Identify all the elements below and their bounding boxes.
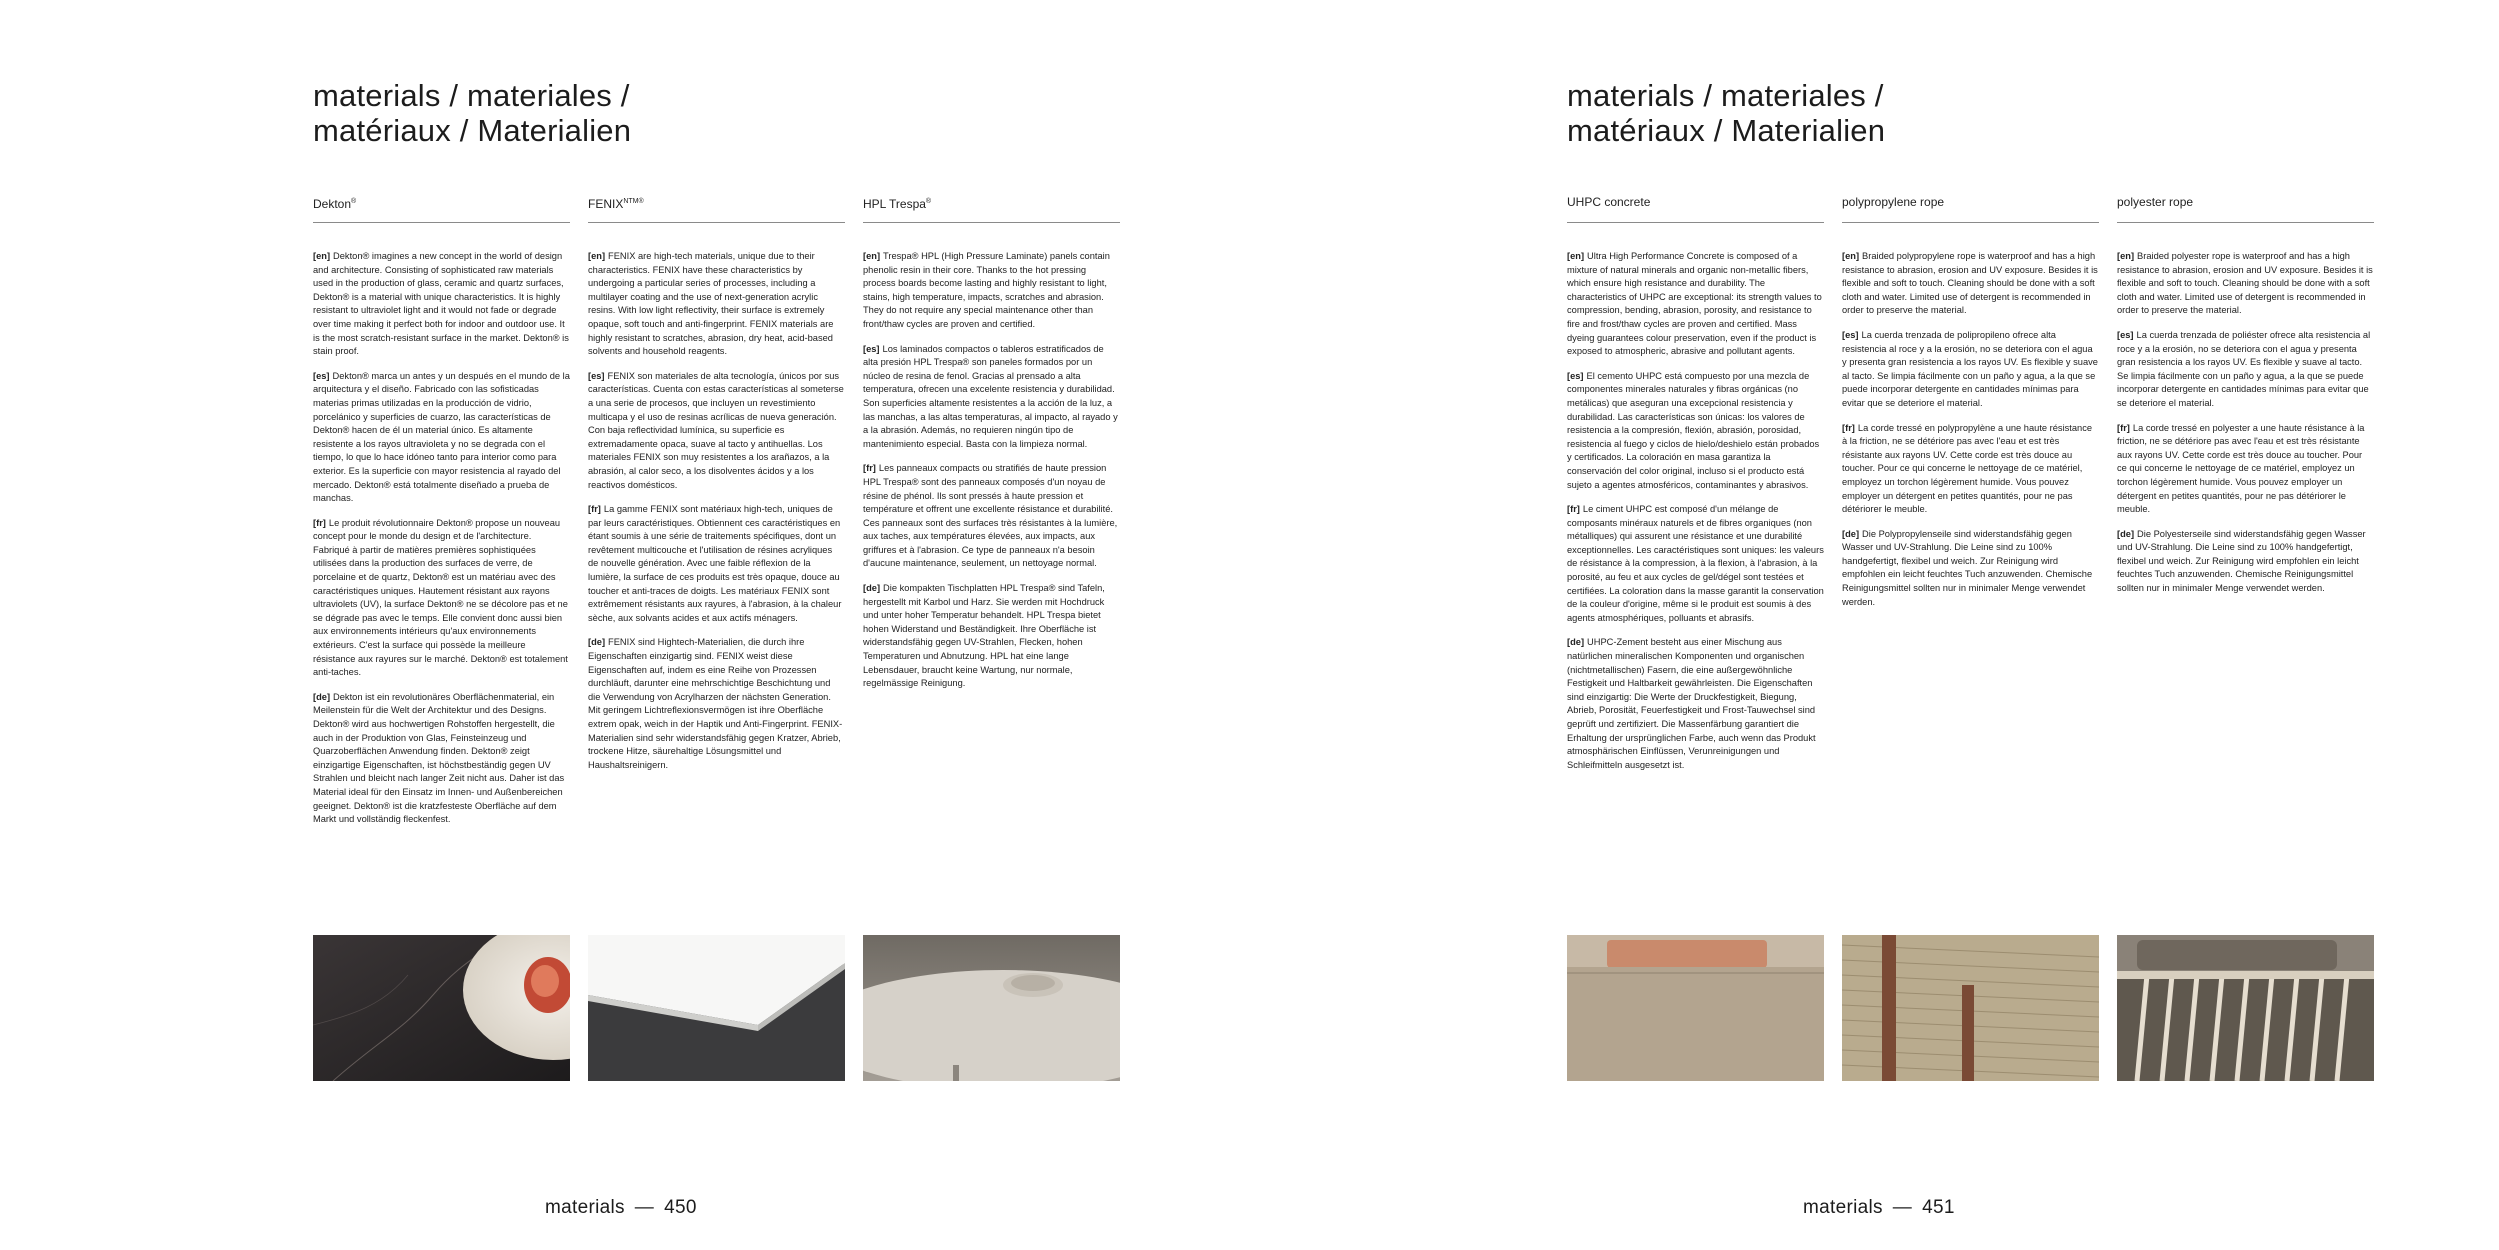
lang-tag: [de] <box>588 637 606 648</box>
lang-tag: [es] <box>1842 329 1859 340</box>
footer-label: materials <box>545 1197 625 1218</box>
paragraph-es <box>313 370 570 506</box>
paragraph-en <box>863 250 1120 332</box>
lang-tag: [de] <box>313 691 331 702</box>
paragraph-en <box>1842 250 2099 318</box>
fenix-photo <box>588 935 845 1081</box>
paragraph-es <box>863 343 1120 452</box>
page-number: 450 <box>664 1197 697 1218</box>
title-line-1: materials / materiales / <box>313 78 630 113</box>
column-polypropylene-rope <box>1842 195 2099 620</box>
lang-tag: [en] <box>1567 251 1585 261</box>
heading-mark: ® <box>351 198 357 205</box>
heading-mark: ® <box>925 198 932 205</box>
paragraph-en <box>1567 250 1824 359</box>
paragraph-de <box>313 691 570 827</box>
heading-text: FENIX <box>588 197 624 211</box>
title-line-1: materials / materiales / <box>1567 78 1884 113</box>
paragraph-text: Dekton® marca un antes y un después en el mundo de la arquitectura y el diseño. Fabricado con las sofisticadas materias primas utilizadas en la producción de vidrio, porcelánico y superficies de cuarzo, las características de Dekton® hacen de él un material único. Es altamente resistente a los rayos ultravioleta y no se degrada con el tiempo, lo que lo hace idóneo tanto para interior como para exterior. Es la superficie con mayor resistencia al rayado del mercado. Dekton® está totalmente diseñado a prueba de manchas. <box>313 370 570 504</box>
heading-mark: NTM® <box>623 198 644 205</box>
paragraph-text: Les panneaux compacts ou stratifiés de haute pression HPL Trespa® sont des panneaux composés d'un noyau de résine de phénol. Ils sont pressés à haute pression et température et offrent une excellente résistance et durabilité. Ces panneaux sont des surfaces très résistantes à la lumière, aux taches, aux températures élevées, aux impacts, aux griffures et à l'abrasion. Ce type de panneaux n'a besoin d'aucune maintenance, seulement, un nettoyage normal. <box>863 463 1118 569</box>
hpl-trespa-photo <box>863 935 1120 1081</box>
lang-tag: [en] <box>2117 251 2135 261</box>
paragraph-text: La cuerda trenzada de polipropileno ofrece alta resistencia al roce y a la erosión, no se deteriora con el agua y presenta gran resistencia a los rayos UV. Es flexible y suave al tacto. Se limpia fácilmente con un paño y agua, a la que se puede incorporar detergente en cantidades mínimas para evitar que se deteriore el material. <box>1842 329 2098 408</box>
paragraph-de <box>1842 528 2099 610</box>
paragraph-text: FENIX are high-tech materials, unique due to their characteristics. FENIX have these characteristics by undergoing a particular series of processes, including a multilayer coating and the use of next-generation acrylic resins. With low light reflectivity, their surface is extremely opaque, soft touch and anti-fingerprint. FENIX materials are highly resistant to scratches, abrasion, dry heat, acid-based solvents and household reagents. <box>588 251 834 357</box>
title-line-2: matériaux / Materialien <box>1567 113 1886 148</box>
heading-text: UHPC concrete <box>1567 195 1651 209</box>
paragraph-text: Le produit révolutionnaire Dekton® propose un nouveau concept pour le monde du design et de l'architecture. Fabriqué à partir de matières premières sophistiquées utilisées dans la production des surfaces de verre, de porcelaine et de quartz, Dekton® est un matériau avec des caractéristiques uniques. Hautement résistant aux rayons ultraviolets (UV), la surface Dekton® ne se décolore pas et ne se dégrade pas avec le temps. Elle convient donc aussi bien aux environnements intérieurs qu'aux environnements extérieurs. C'est la surface qui possède la meilleure résistance aux rayures sur le marché. Dekton® est totalement anti-taches. <box>313 517 568 678</box>
column-heading <box>2117 195 2374 223</box>
paragraph-text: La cuerda trenzada de poliéster ofrece alta resistencia al roce y a la erosión, no se deteriora con el agua y presenta gran resistencia a los rayos UV. Es flexible y suave al tacto. Se limpia fácilmente con un paño y agua, a la que se puede incorporar detergente en cantidades mínimas para evitar que se deteriore el material. <box>2117 329 2371 408</box>
paragraph-es <box>1842 329 2099 411</box>
lang-tag: [de] <box>2117 528 2135 539</box>
heading-text: polypropylene rope <box>1842 195 1945 209</box>
footer-dash: — <box>1892 1197 1913 1218</box>
paragraph-text: Los laminados compactos o tableros estratificados de alta presión HPL Trespa® son paneles formados por un núcleo de resina de fenol. Gracias al prensado a alta temperatura, ofrecen una excelente resistencia y durabilidad. Son superficies altamente resistentes a la acción de la luz, a las manchas, a las altas temperaturas, al impacto, al rayado y a la abrasión. Además, no requieren ningún tipo de mantenimiento especial. Basta con la limpieza normal. <box>863 343 1118 449</box>
column-uhpc-concrete <box>1567 195 1824 783</box>
paragraph-text: Die kompakten Tischplatten HPL Trespa® sind Tafeln, hergestellt mit Karbol und Harz. Sie werden mit Hochdruck und unter hoher Temperatur behandelt. HPL Trespa bietet hohen Widerstand und Beständigkeit. Ihre Oberfläche ist widerstandsfähig gegen UV-Strahlen, Flecken, hohen Temperaturen und Abnutzung. HPL hat eine lange Lebensdauer, braucht keine Wartung, nur normale, regelmässige Reinigung. <box>863 583 1105 689</box>
page-title <box>1567 78 1885 148</box>
paragraph-text: Die Polypropylenseile sind widerstandsfähig gegen Wasser und UV-Strahlung. Die Leine sind zu 100% handgefertigt, flexibel und weich. Zur Reinigung wird empfohlen ein leicht feuchtes Tuch anzuwenden. Chemische Reinigungsmittel sollten nur in minimaler Menge verwendet werden. <box>1842 528 2093 607</box>
paragraph-text: Braided polypropylene rope is waterproof and has a high resistance to abrasion, erosion and UV exposure. Besides it is flexible and soft to touch. Cleaning should be done with a soft cloth and water. Limited use of detergent is recommended in order to preserve the material. <box>1842 251 2098 316</box>
lang-tag: [de] <box>1567 637 1585 648</box>
lang-tag: [fr] <box>2117 422 2130 433</box>
paragraph-text: Die Polyesterseile sind widerstandsfähig gegen Wasser und UV-Strahlung. Die Leine sind zu 100% handgefertigt, flexibel und weich. Zur Reinigung wird empfohlen ein leicht feuchtes Tuch anzuwenden. Chemische Reinigungsmittel sollten nur in minimaler Menge verwendet werden. <box>2117 528 2366 594</box>
paragraph-en <box>313 250 570 359</box>
lang-tag: [en] <box>313 251 331 261</box>
paragraph-es <box>2117 329 2374 411</box>
column-body <box>313 250 570 827</box>
paragraph-fr <box>2117 422 2374 517</box>
paragraph-text: Trespa® HPL (High Pressure Laminate) panels contain phenolic resin in their core. Thanks to the hot pressing process boards become lasting and highly resistant to light, stains, high temperature, impacts, scratches and abrasion. They do not require any special maintenance other than front/thaw cycles are proven and certified. <box>863 251 1110 329</box>
column-heading <box>588 195 845 223</box>
column-dekton <box>313 195 570 838</box>
polypropylene-rope-photo <box>1842 935 2099 1081</box>
footer-label: materials <box>1803 1197 1883 1218</box>
lang-tag: [de] <box>1842 528 1860 539</box>
paragraph-text: FENIX son materiales de alta tecnología, únicos por sus características. Cuenta con estas características al someterse a una serie de procesos, que incluyen un revestimiento multicapa y el uso de resinas acrílicas de nueva generación. Con baja reflectividad lumínica, su superficie es extremadamente opaca, suave al tacto y antihuellas. Los materiales FENIX son muy resistentes a los arañazos, a la abrasión, al calor seco, a los disolventes ácidos y a los reactivos domésticos. <box>588 370 844 490</box>
page-451 <box>1250 0 2499 1250</box>
paragraph-en <box>588 250 845 359</box>
paragraph-de <box>863 582 1120 691</box>
heading-text: polyester rope <box>2117 195 2194 209</box>
paragraph-text: La corde tressé en polypropylène a une haute résistance à la friction, ne se détériore pas avec l'eau et est très résistante aux rayons UV. Cette corde est très douce au toucher. Pour ce qui concerne le nettoyage de ce matériel, employez un torchon légèrement humide. Vous pouvez employer un détergent en petites quantités, pour ne pas détériorer le meuble. <box>1842 422 2093 515</box>
paragraph-text: La corde tressé en polyester a une haute résistance à la friction, ne se détériore pas avec l'eau et est très résistante aux rayons UV. Cette corde est très douce au toucher. Pour ce qui concerne le nettoyage de ce matériel, employez un torchon légèrement humide. Vous pouvez employer un détergent en petites quantités, pour ne pas détériorer le meuble. <box>2117 422 2365 515</box>
paragraph-text: Dekton ist ein revolutionäres Oberflächenmaterial, ein Meilenstein für die Welt der Architektur und des Designs. Dekton® wird aus hochwertigen Rohstoffen hergestellt, die auch in der Produktion von Glas, Feinsteinzeug und Quarzoberflächen Anwendung finden. Dekton® zeigt einzigartige Eigenschaften, ist höchstbeständig gegen UV Strahlen und bleicht nach langer Zeit nicht aus. Daher ist das Material ideal für den Einsatz im Innen- und Außenbereichen geeignet. Dekton® ist die kratzfesteste Oberfläche auf dem Markt und vollständig fleckenfest. <box>313 691 565 825</box>
column-heading <box>1567 195 1824 223</box>
paragraph-text: Le ciment UHPC est composé d'un mélange de composants minéraux naturels et de fibres organiques (non métalliques) qui assurent une résistance et une durabilité exceptionnelles. Les caractéristiques sont uniques: les valeurs de résistance à la compression, à la flexion, à l'abrasion, à la porosité, au feu et aux cycles de gel/dégel sont testées et certifiées. La coloration dans la masse garantit la conservation de la couleur d'origine, même si le produit est soumis à des agents atmosphériques, polluants et abrasifs. <box>1567 504 1824 623</box>
lang-tag: [en] <box>588 251 606 261</box>
paragraph-text: Ultra High Performance Concrete is composed of a mixture of natural minerals and organic non-metallic fibers, which ensure high resistance and durability. The characteristics of UHPC are exceptional: its strength values to compression, bending, abrasion, porosity, and resistance to fire and frost/thaw cycles are proven and certified. Mass dyeing guarantees colour preservation, even if the product is exposed to atmospheric, abrasive and pollutant agents. <box>1567 251 1822 357</box>
lang-tag: [fr] <box>1567 504 1580 515</box>
column-heading <box>1842 195 2099 223</box>
column-polyester-rope <box>2117 195 2374 607</box>
page-title <box>313 78 631 148</box>
heading-text: HPL Trespa <box>863 197 926 211</box>
paragraph-fr <box>313 517 570 680</box>
paragraph-text: El cemento UHPC está compuesto por una mezcla de componentes minerales naturales y fibras orgánicas (no metálicas) que aseguran una excepcional resistencia y durabilidad. Las características son únicas: los valores de resistencia a la compresión, flexión, abrasión, porosidad, resistencia al fuego y ciclos de hielo/deshielo están probados y certificados. La coloración en masa garantiza la conservación del color original, incluso si el producto está sujeto a agentes atmosféricos, contaminantes y abrasivos. <box>1567 370 1820 490</box>
paragraph-fr <box>1567 503 1824 625</box>
page-number: 451 <box>1922 1197 1955 1218</box>
lang-tag: [en] <box>1842 251 1860 261</box>
column-body <box>588 250 845 772</box>
paragraph-de <box>2117 528 2374 596</box>
lang-tag: [es] <box>863 343 880 354</box>
paragraph-fr <box>1842 422 2099 517</box>
column-body <box>1842 250 2099 609</box>
lang-tag: [es] <box>2117 329 2134 340</box>
page-footer <box>545 1197 697 1219</box>
heading-text: Dekton <box>313 197 352 211</box>
paragraph-es <box>1567 370 1824 492</box>
footer-dash: — <box>634 1197 655 1218</box>
column-body <box>1567 250 1824 772</box>
paragraph-text: Dekton® imagines a new concept in the world of design and architecture. Consisting of sophisticated raw materials used in the production of glass, ceramic and quartz surfaces, Dekton® is a material with unique characteristics. It is highly resistant to ultraviolet light and it would not fade or degrade over time making it perfect both for indoor and outdoor use. It is the most scratch-resistant surface in the market. Dekton® is stain proof. <box>313 251 569 357</box>
lang-tag: [de] <box>863 583 881 594</box>
uhpc-concrete-photo <box>1567 935 1824 1081</box>
page-footer <box>1803 1197 1955 1219</box>
column-body <box>863 250 1120 691</box>
dekton-photo <box>313 935 570 1081</box>
column-heading <box>313 195 570 223</box>
lang-tag: [fr] <box>1842 422 1855 433</box>
title-line-2: matériaux / Materialien <box>313 113 632 148</box>
paragraph-de <box>588 636 845 772</box>
polyester-rope-photo <box>2117 935 2374 1081</box>
paragraph-fr <box>863 462 1120 571</box>
lang-tag: [fr] <box>313 517 326 528</box>
paragraph-fr <box>588 503 845 625</box>
paragraph-text: Braided polyester rope is waterproof and has a high resistance to abrasion, erosion and UV exposure. Besides it is flexible and soft to touch. Cleaning should be done with a soft cloth and water. Limited use of detergent is recommended in order to preserve the material. <box>2117 251 2373 316</box>
paragraph-en <box>2117 250 2374 318</box>
lang-tag: [es] <box>313 370 330 381</box>
lang-tag: [en] <box>863 251 881 261</box>
lang-tag: [es] <box>588 370 605 381</box>
paragraph-text: UHPC-Zement besteht aus einer Mischung aus natürlichen mineralischen Komponenten und organischen (nichtmetallischen) Fasern, die eine außergewöhnliche Festigkeit und Haltbarkeit gewährleisten. Die Eigenschaften sind einzigartig: Die Werte der Druckfestigkeit, Biegung, Abrieb, Porosität, Feuerfestigkeit und Frost-Tauwechsel sind geprüft und zertifiziert. Die Massenfärbung garantiert die Erhaltung der ursprünglichen Farbe, auch wenn das Produkt atmosphärischen Einflüssen, Verunreinigungen und Schleifmitteln ausgesetzt ist. <box>1567 637 1816 770</box>
lang-tag: [fr] <box>588 504 601 515</box>
lang-tag: [fr] <box>863 463 876 474</box>
paragraph-de <box>1567 636 1824 772</box>
paragraph-es <box>588 370 845 492</box>
column-body <box>2117 250 2374 596</box>
lang-tag: [es] <box>1567 370 1584 381</box>
column-hpl-trespa <box>863 195 1120 702</box>
column-heading <box>863 195 1120 223</box>
paragraph-text: FENIX sind Hightech-Materialien, die durch ihre Eigenschaften einzigartig sind. FENIX weist diese Eigenschaften auf, indem es eine Reihe von Prozessen durchläuft, darunter eine mehrschichtige Beschichtung und die Verwendung von Acrylharzen der nächsten Generation. Mit geringem Lichtreflexionsvermögen ist ihre Oberfläche extrem opak, weich in der Haptik und Anti-Fingerprint. FENIX-Materialien sind sehr widerstandsfähig gegen Kratzer, Abrieb, trockene Hitze, säurehaltige Lösungsmittel und Haushaltsreinigern. <box>588 637 843 770</box>
column-fenix <box>588 195 845 783</box>
paragraph-text: La gamme FENIX sont matériaux high-tech, uniques de par leurs caractéristiques. Obtiennent ces caractéristiques en étant soumis à une série de traitements spécifiques, dont un revêtement multicouche et l'utilisation de résines acryliques de nouvelle génération. Avec une faible réflexion de la lumière, la surface de ces produits est très opaque, douce au toucher et anti-traces de doigts. Les matériaux FENIX sont extrêmement résistants aux rayures, à l'abrasion, à la chaleur sèche, aux solvants acides et aux actifs ménagers. <box>588 504 842 623</box>
